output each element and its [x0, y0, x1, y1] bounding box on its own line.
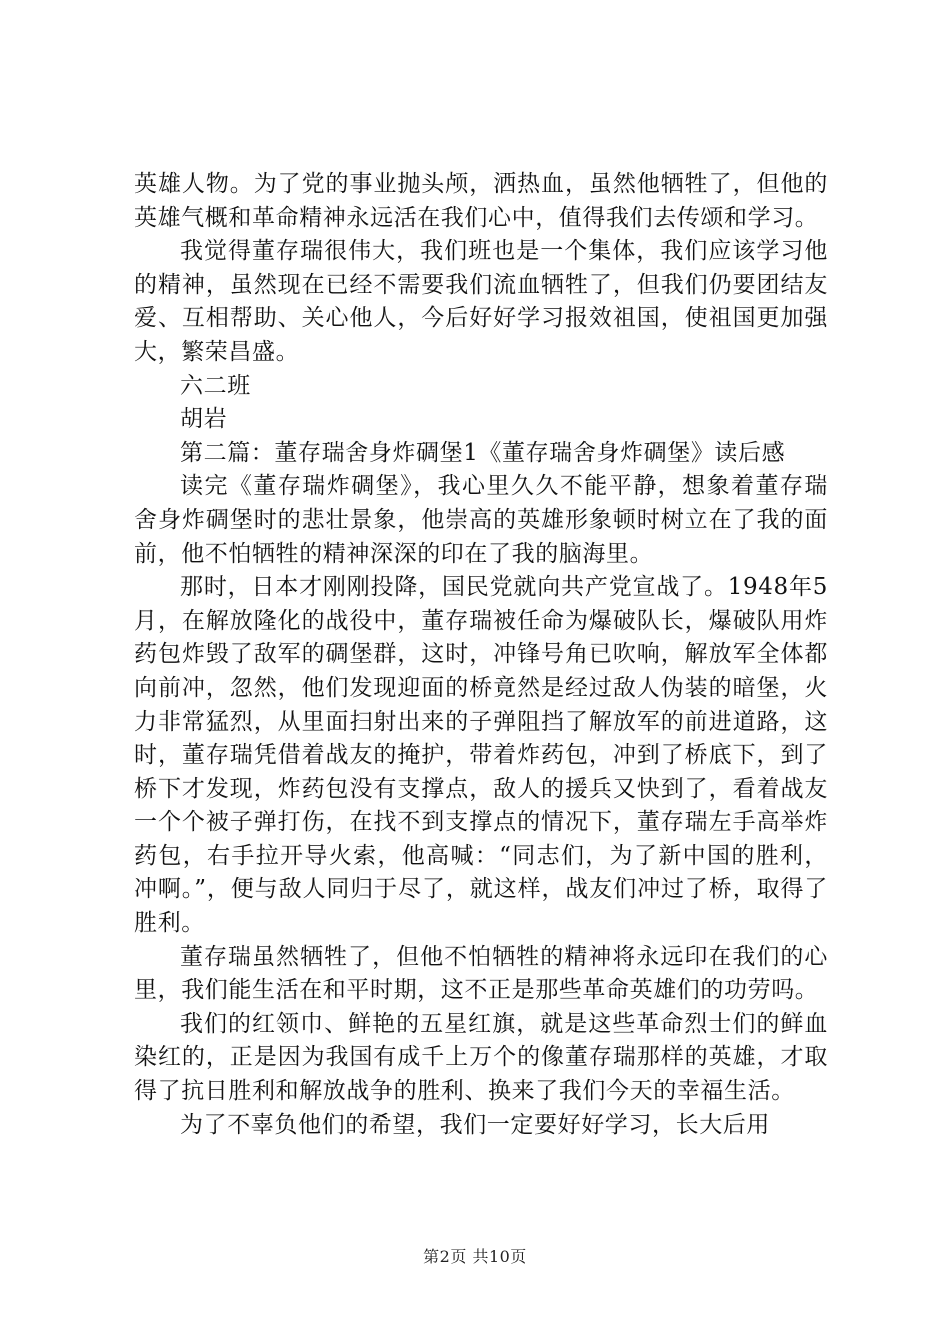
section-heading: 第二篇：董存瑞舍身炸碉堡1《董存瑞舍身炸碉堡》读后感 — [180, 439, 786, 466]
paragraph: 为了不辜负他们的希望，我们一定要好好学习，长大后用 — [180, 1111, 770, 1138]
author-name-line: 胡岩 — [180, 406, 228, 433]
paragraph: 读完《董存瑞炸碉堡》，我心里久久不能平静，想象着董存瑞舍身炸碉堡时的悲壮景象，他崇高的英雄形象顿时树立在了我的面前，他不怕牺牲的精神深深的印在了我的脑海里。 — [134, 473, 828, 567]
paragraph: 那时，日本才刚刚投降，国民党就向共产党宣战了。1948年5月，在解放隆化的战役中，董存瑞被任命为爆破队长，爆破队用炸药包炸毁了敌军的碉堡群，这时，冲锋号角已吹响，解放军全体都向前冲，忽然，他们发现迎面的桥竟然是经过敌人伪装的暗堡，火力非常猛烈，从里面扫射出来的子弹阻挡了解放军的前进道路，这时，董存瑞凭借着战友的掩护，带着炸药包，冲到了桥底下，到了桥下才发现，炸药包没有支撑点，敌人的援兵又快到了，看着战友一个个被子弹打伤，在找不到支撑点的情况下，董存瑞左手高举炸药包，右手拉开导火索，他高喊：“同志们，为了新中国的胜利，冲啊。”，便与敌人同归于尽了，就这样，战友们冲过了桥，取得了胜利。 — [134, 574, 828, 937]
paragraph: 我们的红领巾、鲜艳的五星红旗，就是这些革命烈士们的鲜血染红的，正是因为我国有成千上万个的像董存瑞那样的英雄，才取得了抗日胜利和解放战争的胜利、换来了我们今天的幸福生活。 — [134, 1010, 828, 1105]
page-number-footer: 第2页 共10页 — [423, 1247, 527, 1266]
paragraph: 董存瑞虽然牺牲了，但他不怕牺牲的精神将永远印在我们的心里，我们能生活在和平时期，这不正是那些革命英雄们的功劳吗。 — [134, 943, 828, 1004]
paragraph: 我觉得董存瑞很伟大，我们班也是一个集体，我们应该学习他的精神，虽然现在已经不需要我们流血牺牲了，但我们仍要团结友爱、互相帮助、关心他人，今后好好学习报效祖国，使祖国更加强大，繁荣昌盛。 — [134, 238, 828, 365]
document-body — [134, 168, 828, 1142]
class-name-line: 六二班 — [180, 372, 251, 399]
paragraph-continuation: 英雄人物。为了党的事业抛头颅，洒热血，虽然他牺牲了，但他的英雄气概和革命精神永远活在我们心中，值得我们去传颂和学习。 — [134, 171, 828, 231]
